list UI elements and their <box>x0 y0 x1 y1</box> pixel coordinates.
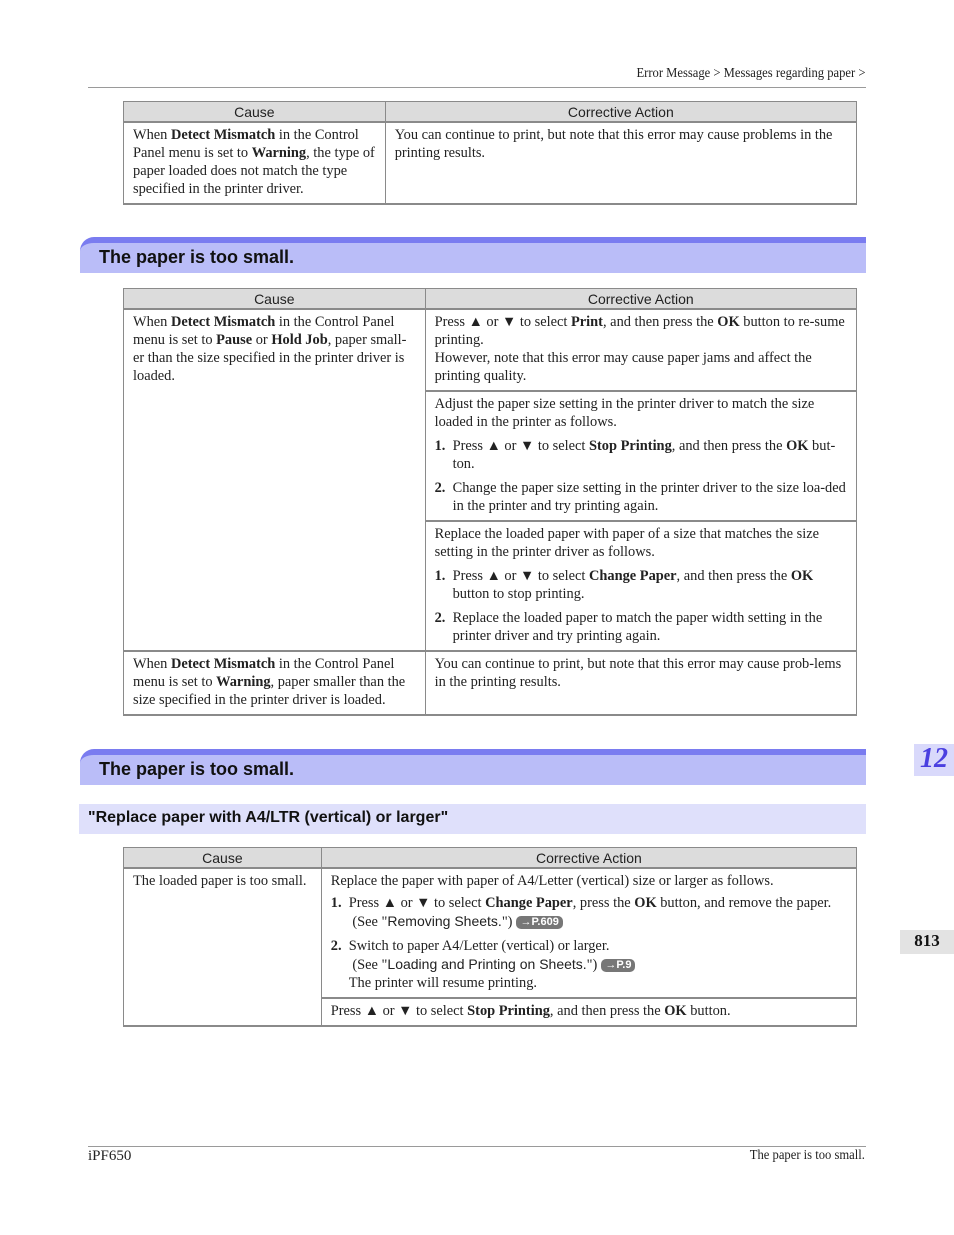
col-header-corrective-action: Corrective Action <box>385 102 856 123</box>
page-ref-badge[interactable]: →P.609 <box>516 916 562 929</box>
list-item: 1. Press ▲ or ▼ to select Change Paper, and then press the OK button to stop printing. <box>434 568 814 602</box>
col-header-corrective-action: Corrective Action <box>321 848 856 869</box>
page-number-tab: 813 <box>900 930 954 954</box>
section-heading: The paper is too small. <box>80 749 866 785</box>
page-ref-badge[interactable]: →P.9 <box>601 959 635 972</box>
footer-model: iPF650 <box>88 1148 132 1164</box>
footer-title: The paper is too small. <box>749 1148 865 1163</box>
chapter-tab[interactable]: 12 <box>914 744 954 776</box>
list-item: 2. Replace the loaded paper to match the paper width setting in the printer driver and try printing again. <box>434 610 823 644</box>
col-header-corrective-action: Corrective Action <box>425 289 856 310</box>
action-cell: Press ▲ or ▼ to select Print, and then press the OK button to re-sume printing. However, note that this error may cause paper jams and affect the printing quality. <box>425 309 856 391</box>
cause-cell: The loaded paper is too small. <box>124 868 322 1026</box>
table-paper-too-small <box>123 288 857 716</box>
col-header-cause: Cause <box>124 848 322 869</box>
breadcrumb[interactable]: Error Message > Messages regarding paper > <box>635 66 865 81</box>
action-cell: You can continue to print, but note that this error may cause prob-lems in the printing results. <box>425 651 856 715</box>
col-header-cause: Cause <box>124 102 386 123</box>
action-cell: Replace the paper with paper of A4/Letter (vertical) size or larger as follows. 1. Press ▲ or ▼ to select Change Paper, press the OK button, and remove the paper. (See "Removing Sheets.") →P.609 2. Switch to paper A4/Letter (vertical) or larger. (See "Loading and Printing on Sheets.") →P.9 The printer will resume printing. <box>321 868 856 998</box>
action-cell: Replace the loaded paper with paper of a size that matches the size setting in the printer driver as follows. 1. Press ▲ or ▼ to select Change Paper, and then press the OK button to stop printing. 2. Replace the loaded paper to match the paper width setting in the printer driver and try printing again. <box>425 521 856 651</box>
link-loading-and-printing-on-sheets[interactable]: Loading and Printing on Sheets. <box>387 956 587 972</box>
table-replace-paper-a4 <box>123 847 857 1027</box>
link-removing-sheets[interactable]: Removing Sheets. <box>387 913 502 929</box>
footer-rule <box>88 1146 866 1147</box>
header-rule <box>88 87 866 88</box>
cause-cell: When Detect Mismatch in the Control Panel menu is set to Warning, paper smaller than the size specified in the printer driver is loaded. <box>124 651 426 715</box>
cause-cell: When Detect Mismatch in the Control Panel menu is set to Warning, the type of paper loaded does not match the type specified in the printer driver. <box>124 122 386 204</box>
list-item: 2. Switch to paper A4/Letter (vertical) or larger. (See "Loading and Printing on Sheets.") →P.9 The printer will resume printing. <box>331 937 847 992</box>
table-row <box>124 122 857 204</box>
col-header-cause: Cause <box>124 289 426 310</box>
table-row <box>124 868 857 998</box>
action-cell: Adjust the paper size setting in the printer driver to match the size loaded in the printer as follows. 1. Press ▲ or ▼ to select Stop Printing, and then press the OK but-ton. 2. Change the paper size setting in the printer driver to the size loa-ded in the printer and try printing again. <box>425 391 856 521</box>
list-item: 2. Change the paper size setting in the printer driver to the size loa-ded in the printer and try printing again. <box>434 480 846 514</box>
subsection-heading: "Replace paper with A4/LTR (vertical) or larger" <box>79 804 866 834</box>
action-cell: You can continue to print, but note that this error may cause problems in the printing results. <box>385 122 856 204</box>
table-row <box>124 651 857 715</box>
section-heading: The paper is too small. <box>80 237 866 273</box>
list-item: 1. Press ▲ or ▼ to select Stop Printing, and then press the OK but-ton. <box>434 438 836 472</box>
table-detect-mismatch-warning <box>123 101 857 205</box>
action-cell: Press ▲ or ▼ to select Stop Printing, and then press the OK button. <box>321 998 856 1026</box>
cause-cell: When Detect Mismatch in the Control Panel menu is set to Pause or Hold Job, paper small-er than the size specified in the printer driver is loaded. <box>124 309 426 651</box>
table-row <box>124 309 857 391</box>
list-item: 1. Press ▲ or ▼ to select Change Paper, press the OK button, and remove the paper. (See "Removing Sheets.") →P.609 <box>330 895 832 930</box>
